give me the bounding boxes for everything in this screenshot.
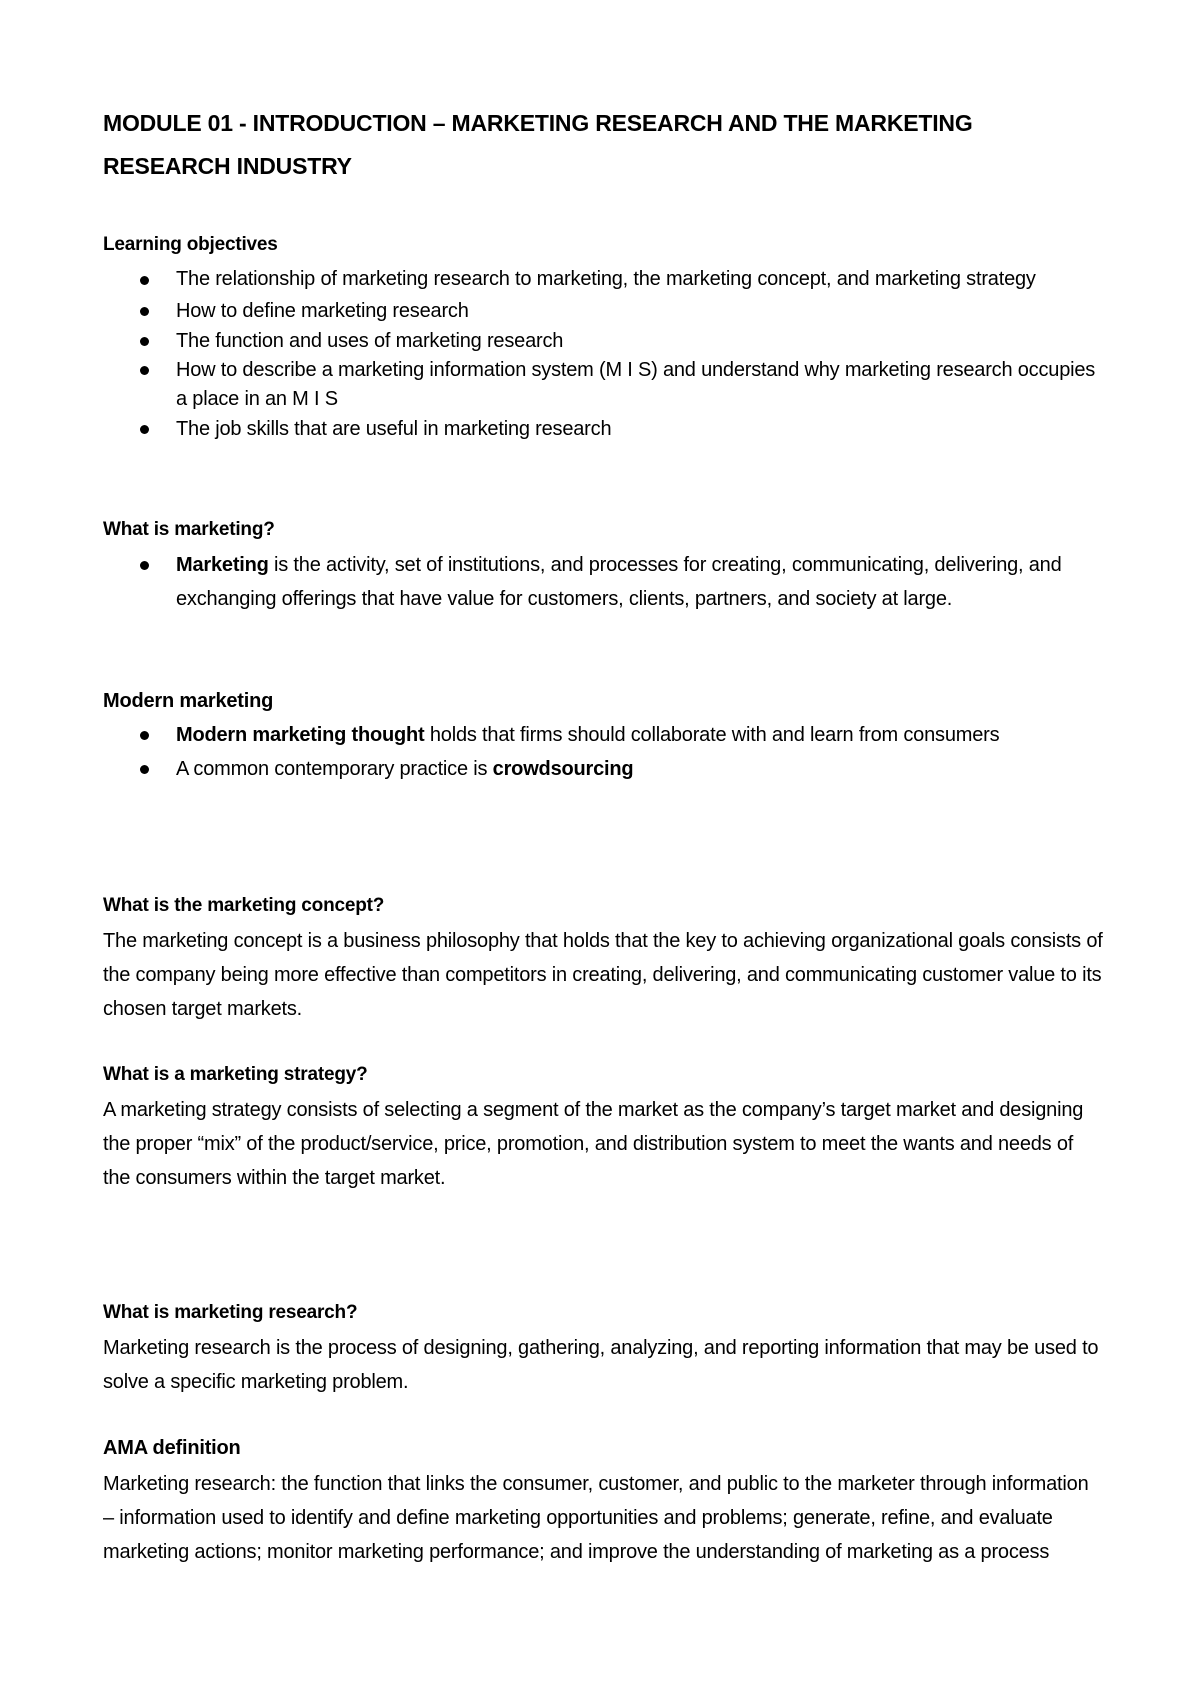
list-item: A common contemporary practice is crowdsourcing <box>103 752 1103 786</box>
what-is-marketing-heading: What is marketing? <box>103 519 275 540</box>
list-item: How to describe a marketing information system (M I S) and understand why marketing research occupies a place in an M I S <box>103 356 1103 414</box>
page-title: MODULE 01 - INTRODUCTION – MARKETING RESEARCH AND THE MARKETING RESEARCH INDUSTRY <box>103 110 973 179</box>
modern-marketing-list <box>103 718 1103 786</box>
bullet-icon <box>140 307 149 316</box>
marketing-concept-heading: What is the marketing concept? <box>103 895 385 916</box>
ama-definition-heading: AMA definition <box>103 1437 241 1459</box>
marketing-research-heading: What is marketing research? <box>103 1302 358 1323</box>
bullet-icon <box>140 765 149 774</box>
learning-objectives-heading: Learning objectives <box>103 234 278 255</box>
list-item: The function and uses of marketing research <box>103 326 1103 356</box>
list-item: The relationship of marketing research to marketing, the marketing concept, and marketing strategy <box>103 263 1103 296</box>
ama-definition-body: Marketing research: the function that links the consumer, customer, and public to the marketer through information – information used to identify and define marketing opportunities and problems; generate, refine, and evaluate marketing actions; monitor marketing performance; and improve the understanding of marketing as a process <box>103 1473 1089 1563</box>
what-is-marketing-list <box>103 548 1103 616</box>
list-item: How to define marketing research <box>103 296 1103 326</box>
bullet-icon <box>140 731 149 740</box>
bullet-icon <box>140 425 149 434</box>
marketing-concept-body: The marketing concept is a business philosophy that holds that the key to achieving organizational goals consists of the company being more effective than competitors in creating, delivering, and communicating customer value to its chosen target markets. <box>103 930 1103 1020</box>
marketing-strategy-heading: What is a marketing strategy? <box>103 1064 368 1085</box>
list-item: Marketing is the activity, set of institutions, and processes for creating, communicating, delivering, and exchanging offerings that have value for customers, clients, partners, and society at large. <box>103 548 1103 616</box>
marketing-research-body: Marketing research is the process of designing, gathering, analyzing, and reporting information that may be used to solve a specific marketing problem. <box>103 1337 1099 1393</box>
list-item: The job skills that are useful in marketing research <box>103 414 1103 444</box>
bullet-icon <box>140 276 149 285</box>
list-item: Modern marketing thought holds that firms should collaborate with and learn from consumers <box>103 718 1103 752</box>
marketing-strategy-body: A marketing strategy consists of selecting a segment of the market as the company’s target market and designing the proper “mix” of the product/service, price, promotion, and distribution system to meet the wants and needs of the consumers within the target market. <box>103 1099 1084 1189</box>
learning-objectives-list <box>103 263 1103 444</box>
modern-marketing-heading: Modern marketing <box>103 690 274 712</box>
bullet-icon <box>140 561 149 570</box>
bullet-icon <box>140 366 149 375</box>
bullet-icon <box>140 337 149 346</box>
